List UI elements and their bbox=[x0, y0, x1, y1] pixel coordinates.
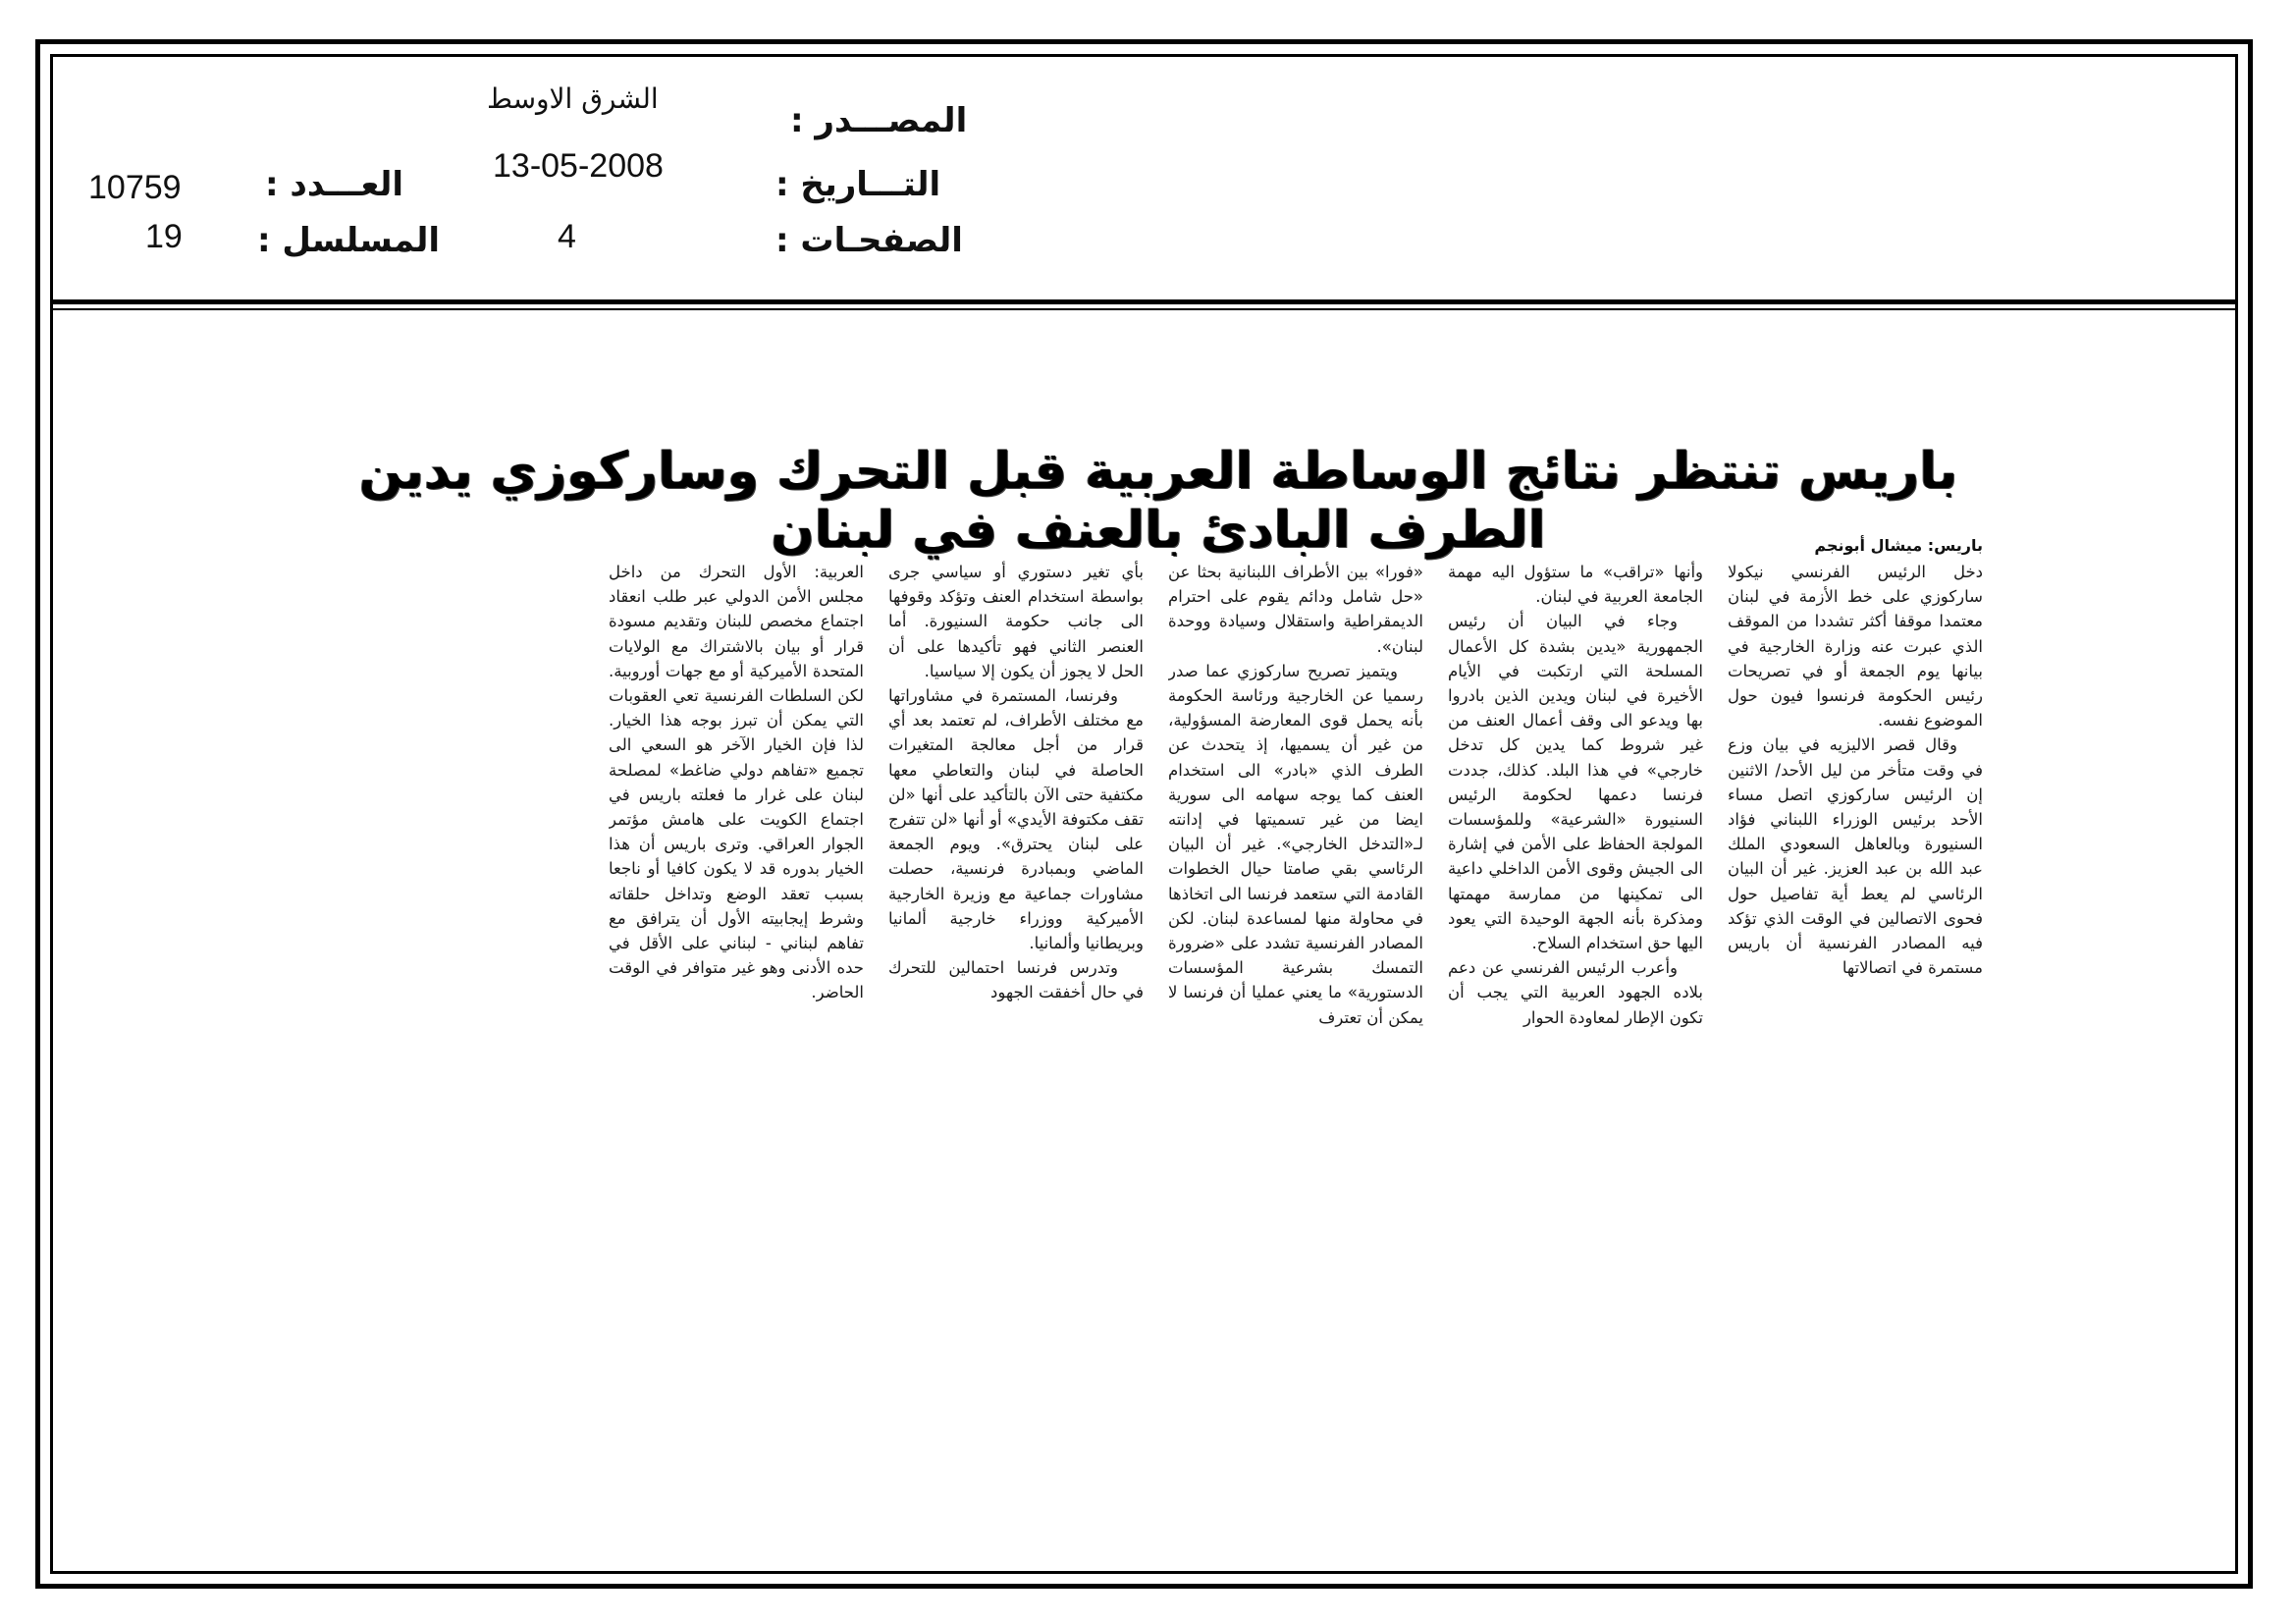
source-label: المصـــدر : bbox=[790, 101, 968, 140]
article-clipping bbox=[334, 442, 1983, 1168]
pages-label: الصفحـات : bbox=[775, 221, 963, 260]
paragraph: وأنها «تراقب» ما ستؤول اليه مهمة الجامعة العربية في لبنان. bbox=[1448, 563, 1703, 607]
issue-value: 10759 bbox=[88, 169, 182, 206]
paragraph: وأعرب الرئيس الفرنسي عن دعم بلاده الجهود العربية التي يجب أن تكون الإطار لمعاودة الحوار bbox=[1448, 958, 1703, 1027]
article-headline: باريس تنتظر نتائج الوساطة العربية قبل التحرك وساركوزي يدين الطرف البادئ بالعنف في لبنان bbox=[358, 442, 1958, 560]
paragraph: دخل الرئيس الفرنسي نيكولا ساركوزي على خط الأزمة في لبنان معتمدا موقفا أكثر تشددا من الموقف الذي عبرت عنه وزارة الخارجية في بيانها يوم الجمعة أو في تصريحات رئيس الحكومة فرنسوا فيون حول الموضوع نفسه. bbox=[1728, 563, 1983, 731]
pages-value: 4 bbox=[558, 218, 576, 255]
article-column-5 bbox=[609, 560, 864, 1168]
header-divider bbox=[53, 299, 2235, 304]
serial-value: 19 bbox=[145, 218, 183, 255]
paragraph: وفرنسا، المستمرة في مشاوراتها مع مختلف الأطراف، لم تعتمد بعد أي قرار من أجل معالجة المتغيرات الحاصلة في لبنان والتعاطي معها مكتفية حتى الآن بالتأكيد على أنها «لن تقف مكتوفة الأيدي» أو أنها «لن تتفرج على لبنان يحترق». ويوم الجمعة الماضي وبمبادرة فرنسية، حصلت مشاورات جماعية مع وزيرة الخارجية الأميركية ووزراء خارجية ألمانيا وبريطانيا وألمانيا. bbox=[888, 686, 1144, 953]
article-columns bbox=[334, 560, 1983, 1168]
date-label: التـــاريخ : bbox=[775, 165, 941, 204]
issue-label: العـــدد : bbox=[265, 165, 403, 204]
paragraph: بأي تغير دستوري أو سياسي جرى بواسطة استخدام العنف وتؤكد وقوفها الى جانب حكومة السنيورة. أما العنصر الثاني فهو تأكيدها على أن الحل لا يجوز أن يكون إلا سياسيا. bbox=[888, 563, 1144, 680]
article-column-1 bbox=[1728, 560, 1983, 1168]
paragraph: «فورا» بين الأطراف اللبنانية بحثا عن «حل شامل ودائم يقوم على احترام الديمقراطية واستقلال وسيادة ووحدة لبنان». bbox=[1168, 563, 1423, 656]
paragraph: ويتميز تصريح ساركوزي عما صدر رسميا عن الخارجية ورئاسة الحكومة بأنه يحمل قوى المعارضة المسؤولية، من غير أن يسميها، إذ يتحدث عن الطرف الذي «بادر» الى استخدام العنف كما يوجه سهامه الى سورية ايضا من غير تسميتها في إدانته لـ«التدخل الخارجي». غير أن البيان الرئاسي بقي صامتا حيال الخطوات القادمة التي ستعمد فرنسا الى اتخاذها في محاولة منها لمساعدة لبنان. لكن المصادر الفرنسية تشدد على «ضرورة التمسك بشرعية المؤسسات الدستورية» ما يعني عمليا أن فرنسا لا يمكن أن تعترف bbox=[1168, 661, 1423, 1027]
paragraph: العربية: الأول التحرك من داخل مجلس الأمن الدولي عبر طلب انعقاد اجتماع مخصص للبنان وتقديم مسودة قرار أو بيان بالاشتراك مع الولايات المتحدة الأميركية أو مع جهات أوروبية. لكن السلطات الفرنسية تعي العقوبات التي يمكن أن تبرز بوجه هذا الخيار. لذا فإن الخيار الآخر هو السعي الى تجميع «تفاهم دولي ضاغط» لمصلحة لبنان على غرار ما فعلته باريس في اجتماع الكويت على هامش مؤتمر الجوار العراقي. وترى باريس أن هذا الخيار بدوره قد لا يكون كافيا أو ناجعا بسبب تعقد الوضع وتداخل حلقاته وشرط إيجابيته الأول أن يترافق مع تفاهم لبناني - لبناني على الأقل في حده الأدنى وهو غير متوافر في الوقت الحاضر. bbox=[609, 563, 864, 1002]
paragraph: وتدرس فرنسا احتمالين للتحرك في حال أخفقت الجهود bbox=[888, 958, 1144, 1002]
article-byline: باريس: ميشال أبونجم bbox=[1814, 536, 1983, 555]
paragraph: وقال قصر الاليزيه في بيان وزع في وقت متأخر من ليل الأحد/ الاثنين إن الرئيس ساركوزي اتصل مساء الأحد برئيس الوزراء اللبناني فؤاد السنيورة وبالعاهل السعودي الملك عبد الله بن عبد العزيز. غير أن البيان الرئاسي لم يعط أية تفاصيل حول فحوى الاتصالين في الوقت الذي تؤكد فيه المصادر الفرنسية أن باريس مستمرة في اتصالاتها bbox=[1728, 735, 1983, 978]
article-column-2 bbox=[1448, 560, 1703, 1168]
paragraph: وجاء في البيان أن رئيس الجمهورية «يدين بشدة كل الأعمال المسلحة التي ارتكبت في الأيام الأخيرة في لبنان ويدين الذين بادروا بها ويدعو الى وقف أعمال العنف من غير شروط كما يدين كل تدخل خارجي» في هذا البلد. كذلك، جددت فرنسا دعمها لحكومة الرئيس السنيورة «الشرعية» وللمؤسسات المولجة الحفاظ على الأمن في إشارة الى الجيش وقوى الأمن الداخلي داعية الى تمكينها من ممارسة مهمتها ومذكرة بأنه الجهة الوحيدة التي يعود اليها حق استخدام السلاح. bbox=[1448, 612, 1703, 953]
date-value: 13-05-2008 bbox=[493, 147, 664, 185]
article-column-3 bbox=[1168, 560, 1423, 1168]
source-value: الشرق الاوسط bbox=[487, 82, 659, 115]
serial-label: المسلسل : bbox=[257, 221, 441, 260]
article-column-4 bbox=[888, 560, 1144, 1168]
header-divider-thin bbox=[53, 308, 2235, 310]
